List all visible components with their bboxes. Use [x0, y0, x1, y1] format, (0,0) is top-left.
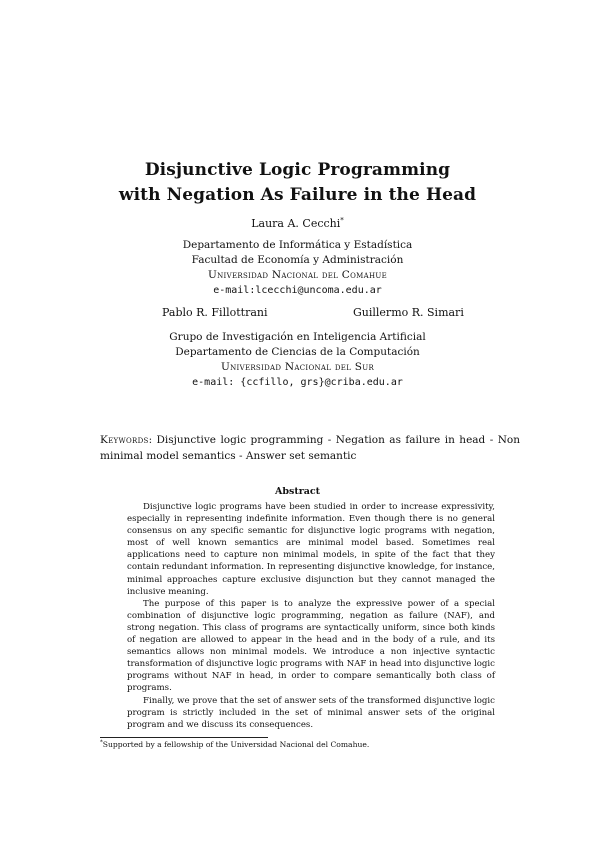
- affiliation-1-department: Departamento de Informática y Estadística: [182, 239, 413, 251]
- affiliation-2-department: Departamento de Ciencias de la Computación: [175, 346, 420, 358]
- abstract-paragraph-1: Disjunctive logic programs have been studied in order to increase expressivity, especially in representing indefinite information. Even though there is no general consensus on any specific semantic for disjunctive logic programs with negation, most of well known semantics are minimal model based. Sometimes real applications need to capture non minimal models, in spite of the fact that they contain redundant information. In representing disjunctive knowledge, for instance, minimal approaches capture exclusive disjunction but they cannot managed the inclusive meaning.: [127, 502, 495, 597]
- author-1-name: Laura A. Cecchi: [251, 217, 341, 230]
- footnote-text: Supported by a fellowship of the Universidad Nacional del Comahue.: [102, 740, 370, 749]
- affiliation-1-email: e-mail:lcecchi@uncoma.edu.ar: [213, 285, 382, 296]
- abstract-body: [127, 501, 495, 731]
- author-2-name: Pablo R. Fillottrani: [162, 306, 268, 319]
- affiliation-2-university: Universidad Nacional del Sur: [220, 361, 375, 373]
- paper-title-line-2: with Negation As Failure in the Head: [118, 185, 477, 205]
- author-3-name: Guillermo R. Simari: [353, 306, 464, 319]
- affiliation-1-faculty: Facultad de Economía y Administración: [191, 254, 404, 266]
- paper-title-line-1: Disjunctive Logic Programming: [144, 160, 451, 180]
- keywords-text: Disjunctive logic programming - Negation as failure in head - Non minimal model semantics - Answer set semantic: [100, 434, 520, 462]
- abstract-paragraph-2: The purpose of this paper is to analyze the expressive power of a special combination of disjunctive logic programming, negation as failure (NAF), and strong negation. This class of programs are syntactically uniform, since both kinds of negation are allowed to appear in the head and in the body of a rule, and its semantics allows non minimal models. We introduce a non injective syntactic transformation of disjunctive logic programs with NAF in head into disjunctive logic programs without NAF in head, in order to compare semantically both class of programs.: [127, 598, 495, 694]
- abstract-heading: Abstract: [274, 486, 321, 497]
- keywords-label: Keywords:: [100, 434, 153, 446]
- footnote: [100, 740, 520, 749]
- affiliation-1: [0, 238, 595, 298]
- affiliation-2: [0, 330, 595, 390]
- affiliation-1-university: Universidad Nacional del Comahue: [207, 269, 388, 281]
- affiliation-2-group: Grupo de Investigación en Inteligencia Artificial: [169, 331, 426, 343]
- author-1: [0, 217, 595, 230]
- affiliation-2-email: e-mail: {ccfillo, grs}@criba.edu.ar: [192, 377, 403, 388]
- author-1-footnote-mark: *: [340, 216, 344, 225]
- abstract-paragraph-3: Finally, we prove that the set of answer sets of the transformed disjunctive logic program is strictly included in the set of minimal answer sets of the original program and we discuss its consequences.: [127, 695, 495, 730]
- footnote-rule: [100, 737, 268, 738]
- footnote-mark: *: [100, 739, 103, 746]
- keywords-section: [100, 432, 520, 464]
